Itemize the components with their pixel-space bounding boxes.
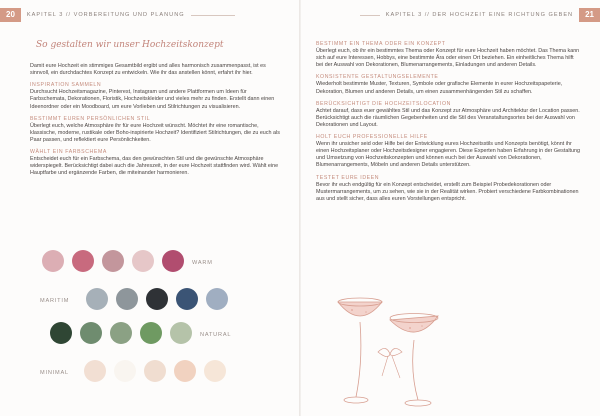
champagne-glasses-illustration <box>330 282 450 412</box>
section-heading-style: BESTIMMT EUREN PERSÖNLICHEN STIL <box>30 115 151 122</box>
swatch-minimal-2 <box>114 360 136 382</box>
swatch-warm-2 <box>72 250 94 272</box>
left-header-rule <box>191 15 235 16</box>
section-text-design-elements: Wiederholt bestimmte Muster, Texturen, Symbole oder grafische Elemente in eurer Hochzeitspapeterie, Dekoration, Blumen und anderen Details, um einen zusammenhängenden Stil zu schaffen. <box>316 81 563 95</box>
section-heading-theme: BESTIMMT EIN THEMA ODER EIN KONZEPT <box>316 41 446 47</box>
palette-row-warm <box>28 250 288 278</box>
swatch-minimal-3 <box>144 360 166 382</box>
swatch-maritim-5 <box>206 288 228 310</box>
palette-row-natural <box>28 322 288 350</box>
left-page-number: 20 <box>0 8 21 22</box>
swatch-natural-1 <box>50 322 72 344</box>
right-header-text: KAPITEL 3 // DER HOCHZEIT EINE RICHTUNG GEBEN <box>385 12 574 18</box>
swatch-warm-5 <box>162 250 184 272</box>
swatch-minimal-5 <box>204 360 226 382</box>
swatch-warm-1 <box>42 250 64 272</box>
section-text-location: Achtet darauf, dass euer gewähltes Stil und das Konzept zur Atmosphäre und Architektur der Location passen. Berücksichtigt auch die räumlichen Gegebenheiten und die Stil des Veranstaltungsortes bei der Auswahl von Dekorationen und Layout. <box>316 107 580 128</box>
palette-row-minimal <box>28 360 288 388</box>
intro-paragraph: Damit eure Hochzeit ein stimmiges Gesamtbild ergibt und alles harmonisch zusammenpasst, ist es sinnvoll, ein durchdachtes Konzept zu entwickeln. Wie ihr das anstellen könnt, erfahrt ihr hier. <box>30 63 266 77</box>
section-heading-inspiration: INSPIRATION SAMMELN <box>30 82 102 89</box>
palette-label-minimal: MINIMAL <box>40 370 69 376</box>
swatch-warm-4 <box>132 250 154 272</box>
section-text-professional-help: Wenn ihr unsicher seid oder Hilfe bei der Entwicklung eures Hochzeitsstils und Konzepts benötigt, könnt ihr einen Hochzeitsplaner oder Hochzeitsdesigner engagieren. Diese Experten haben Erfahrung in der Gestaltung und Umsetzung von Hochzeitskonzepten und können euch bei der Auswahl von Dekorationen, Blumenarrangements, Möbeln und anderen Details unterstützen. <box>316 141 581 169</box>
right-text-column <box>316 36 580 205</box>
swatch-warm-3 <box>102 250 124 272</box>
swatch-maritim-1 <box>86 288 108 310</box>
swatch-minimal-4 <box>174 360 196 382</box>
right-page <box>300 0 600 416</box>
swatch-natural-4 <box>140 322 162 344</box>
section-text-inspiration: Durchsucht Hochzeitsmagazine, Pinterest, Instagram und andere Plattformen um Ideen für Farbschemata, Dekorationen, Floristik, Hochzeitskleider und vieles mehr zu finden. Erstellt dann einen Ideenordner oder ein Moodboard, um eure Vorlieben und Stilrichtungen zu visualisieren. <box>30 89 275 110</box>
palette-label-natural: NATURAL <box>200 332 232 338</box>
left-header-text: KAPITEL 3 // VORBEREITUNG UND PLANUNG <box>26 12 185 18</box>
section-heading-colors: WÄHLT EIN FARBSCHEMA <box>30 149 107 156</box>
right-running-header <box>360 8 600 22</box>
section-text-style: Überlegt euch, welche Atmosphäre ihr für eure Hochzeit wünscht. Möchtet ihr eine romantische, klassische, moderne, rustikale oder Boho-inspirierte Hochzeit? Identifiziert Stilrichtungen, die zu euch als Paar passen, und reflektiert eure Persönlichkeiten. <box>30 122 280 143</box>
palette-label-warm: WARM <box>192 260 213 266</box>
palette-label-maritim: MARITIM <box>40 298 70 304</box>
section-text-colors: Entscheidet euch für ein Farbschema, das den gewünschten Stil und die gewünschte Atmosphäre widerspiegelt. Berücksichtigt dabei auch die Jahreszeit, in der eure Hochzeit stattfinden wird. Wählt eine Hauptfarbe und ergänzende Farben, die miteinander harmonieren. <box>30 156 279 177</box>
script-title: So gestalten wir unser Hochzeitskonzept <box>36 40 224 50</box>
swatch-natural-5 <box>170 322 192 344</box>
section-text-test-ideas: Bevor ihr euch endgültig für ein Konzept entscheidet, erstellt zum Beispiel Probedekorationen oder Mustermarrangements, um zu sehen, wie sie in der Realität wirken. Probiert verschiedene Farbkombinationen aus und stellt sicher, dass alles euren Vorstellungen entspricht. <box>316 181 579 202</box>
swatch-minimal-1 <box>84 360 106 382</box>
section-heading-location: BERÜCKSICHTIGT DIE HOCHZEITSLOCATION <box>316 100 451 107</box>
right-header-rule <box>360 15 380 16</box>
swatch-maritim-2 <box>116 288 138 310</box>
left-running-header <box>0 8 235 22</box>
section-heading-professional-help: HOLT EUCH PROFESSIONELLE HILFE <box>316 134 428 141</box>
swatch-maritim-3 <box>146 288 168 310</box>
section-heading-test-ideas: TESTET EURE IDEEN <box>316 174 380 181</box>
swatch-maritim-4 <box>176 288 198 310</box>
left-text-column <box>30 36 280 179</box>
section-text-theme: Überlegt euch, ob ihr ein bestimmtes Thema oder Konzept für eure Hochzeit haben möchtet. Das Thema kann sich auf eure Interessen, Hobbys, eine bestimmte Ära oder einen Ort beziehen. Ein einheitliches Thema hilft bei der Auswahl von Dekorationen, Blumenarrangements, Einladungen und anderen Details. <box>316 48 580 69</box>
right-page-number: 21 <box>579 8 600 22</box>
swatch-natural-2 <box>80 322 102 344</box>
color-palettes <box>28 250 288 410</box>
section-heading-design-elements: KONSISTENTE GESTALTUNGSELEMENTE <box>316 74 439 81</box>
palette-row-maritim <box>28 288 288 316</box>
swatch-natural-3 <box>110 322 132 344</box>
